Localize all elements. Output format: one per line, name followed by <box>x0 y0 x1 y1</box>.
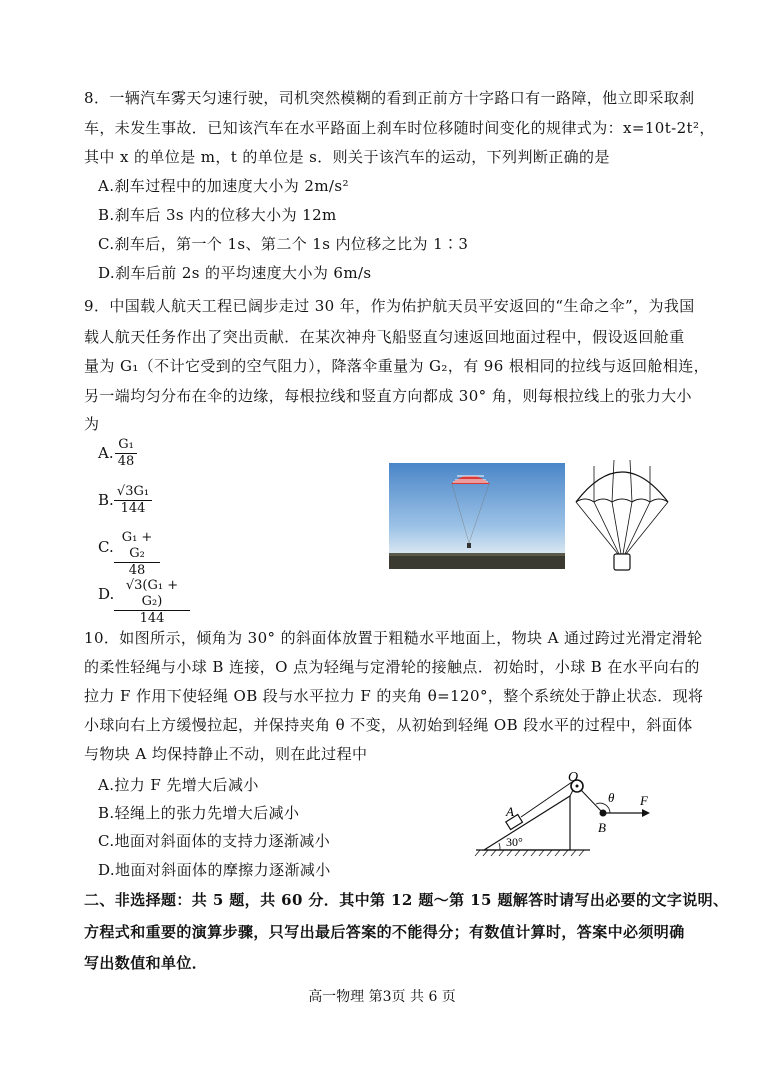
page-footer: 高一物理 第3页 共 6 页 <box>308 989 456 1005</box>
q10-line-3: 拉力 F 作用下使轻绳 OB 段与水平拉力 F 的夹角 θ=120°，整个系统处于静止状态．现将 <box>84 687 704 705</box>
q9-option-a-numerator: G₁ <box>115 437 137 454</box>
q9-option-c-numerator: G₁ + G₂ <box>114 530 160 563</box>
q8-line-3: 其中 x 的单位是 m，t 的单位是 s．则关于该汽车的运动，下列判断正确的是 <box>84 148 610 166</box>
q9-line-3: 量为 G₁（不计它受到的空气阻力），降落伞重量为 G₂，有 96 根相同的拉线与返回舱相连， <box>84 357 710 375</box>
q8-option-d: D.刹车后前 2s 的平均速度大小为 6m/s <box>98 264 372 282</box>
q9-line-4: 另一端均匀分布在伞的边缘，每根拉线和竖直方向都成 30° 角，则每根拉线上的张力大小 <box>84 387 692 405</box>
parachute-photo <box>389 463 565 569</box>
q10-option-d: D.地面对斜面体的摩擦力逐渐减小 <box>98 861 331 879</box>
q9-option-d-denominator: 144 <box>139 611 165 626</box>
q8-line-2: 车，未发生事故．已知该汽车在水平路面上刹车时位移随时间变化的规律式为：x=10t-2t²， <box>84 119 715 137</box>
q9-option-b-label: B. <box>98 491 114 509</box>
q9-option-b-numerator: √3G₁ <box>114 484 152 501</box>
q9-option-c-denominator: 48 <box>128 563 146 578</box>
incline-pulley-diagram <box>470 772 670 858</box>
q10-option-b: B.轻绳上的张力先增大后减小 <box>98 804 300 822</box>
q10-line-5: 与物块 A 均保持静止不动，则在此过程中 <box>84 745 368 763</box>
q9-line-1: 9．中国载人航天工程已阔步走过 30 年，作为佑护航天员平安返回的“生命之伞”，为我国 <box>84 297 695 315</box>
q9-line-5: 为 <box>84 415 100 433</box>
q9-option-d-fraction <box>114 578 190 627</box>
section2-line-1: 二、非选择题：共 5 题，共 60 分．其中第 12 题～第 15 题解答时请写出必要的文字说明、 <box>84 891 729 909</box>
q9-line-2: 载人航天任务作出了突出贡献．在某次神舟飞船竖直匀速返回地面过程中，假设返回舱重 <box>84 328 685 346</box>
q9-option-b-denominator: 144 <box>120 501 146 516</box>
q10-option-a: A.拉力 F 先增大后减小 <box>98 776 259 794</box>
q8-option-c: C.刹车后，第一个 1s、第二个 1s 内位移之比为 1∶3 <box>98 235 469 253</box>
q9-option-d-label: D. <box>98 585 115 603</box>
q8-option-b: B.刹车后 3s 内的位移大小为 12m <box>98 206 337 224</box>
q10-line-1: 10．如图所示，倾角为 30° 的斜面体放置于粗糙水平地面上，物块 A 通过跨过光滑定滑轮 <box>84 629 703 647</box>
label-a: A <box>506 804 514 819</box>
q10-line-4: 小球向右上方缓慢拉起，并保持夹角 θ 不变，从初始到轻绳 OB 段水平的过程中，斜面体 <box>84 716 693 734</box>
q9-option-c-label: C. <box>98 538 114 556</box>
label-f: F <box>640 793 648 808</box>
section2-line-3: 写出数值和单位． <box>84 954 208 972</box>
q8-option-a: A.刹车过程中的加速度大小为 2m/s² <box>98 177 349 195</box>
q9-option-a-denominator: 48 <box>117 454 135 469</box>
label-b: B <box>598 820 606 835</box>
q9-option-a-label: A. <box>98 444 114 462</box>
label-angle-30: 30° <box>506 835 523 849</box>
label-theta: θ <box>608 790 615 805</box>
q10-line-2: 的柔性轻绳与小球 B 连接，O 点为轻绳与定滑轮的接触点．初始时，小球 B 在水平向右的 <box>84 658 700 676</box>
q9-option-a-fraction <box>115 437 137 470</box>
q9-option-b-fraction <box>114 484 152 517</box>
q9-option-c-fraction <box>114 530 160 579</box>
q10-option-c: C.地面对斜面体的支持力逐渐减小 <box>98 832 331 850</box>
q8-line-1: 8．一辆汽车雾天匀速行驶，司机突然模糊的看到正前方十字路口有一路障，他立即采取刹 <box>84 89 695 107</box>
section2-line-2: 方程式和重要的演算步骤，只写出最后答案的不能得分；有数值计算时，答案中必须明确 <box>84 923 685 941</box>
label-o: O <box>568 772 579 785</box>
q9-option-d-numerator: √3(G₁ + G₂) <box>114 578 190 611</box>
parachute-diagram <box>572 458 672 576</box>
